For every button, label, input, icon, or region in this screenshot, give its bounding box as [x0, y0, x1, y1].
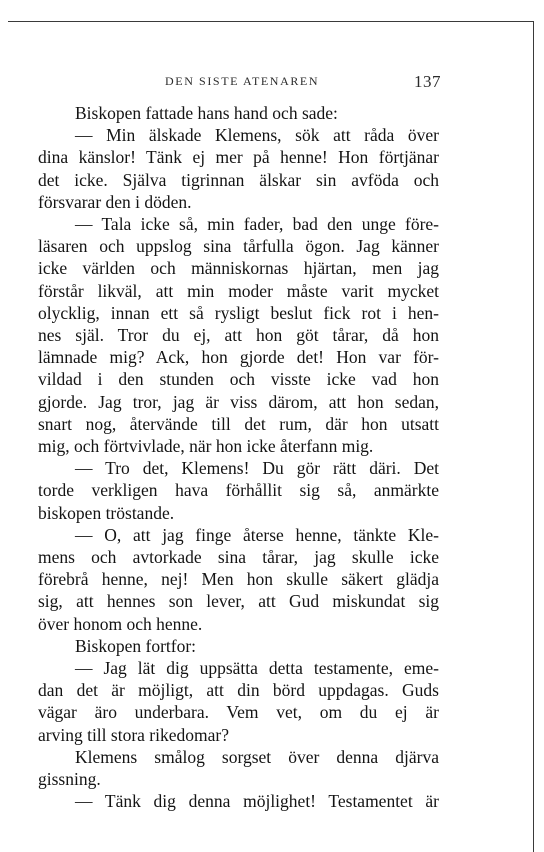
- text-line: nes själ. Tror du ej, att hon göt tårar, då hon: [38, 325, 439, 345]
- text-line: torde verkligen hava förhållit sig så, anmärkte: [38, 480, 439, 501]
- running-head: DEN SISTE ATENAREN: [165, 74, 320, 88]
- text-line: gissning.: [38, 769, 101, 789]
- text-line: dina känslor! Tänk ej mer på henne! Hon förtjänar: [38, 147, 439, 168]
- text-line: mens och avtorkade sina tårar, jag skulle icke: [38, 547, 439, 567]
- text-line: icke världen och människornas hjärtan, men jag: [38, 258, 439, 279]
- text-line: vildad i den stunden och visste icke vad hon: [38, 369, 439, 390]
- text-line: det icke. Själva tigrinnan älskar sin avföda och: [38, 169, 439, 190]
- page-number: 137: [414, 72, 441, 91]
- text-line: — O, att jag finge återse henne, tänkte Kle-: [75, 524, 439, 545]
- text-line: vägar äro underbara. Vem vet, om du ej är: [38, 702, 439, 723]
- text-line: lämnade mig? Ack, hon gjorde det! Hon var för-: [38, 347, 439, 368]
- right-border-line: [533, 21, 534, 852]
- text-line: — Tala icke så, min fader, bad den unge före-: [75, 214, 439, 234]
- text-line: arving till stora rikedomar?: [38, 724, 229, 745]
- text-line: försvarar den i döden.: [38, 191, 192, 212]
- text-line: olycklig, innan ett så rysligt beslut fick rot i hen-: [38, 302, 439, 323]
- text-line: över honom och henne.: [38, 613, 203, 634]
- text-line: snart nog, återvände till det rum, där hon utsatt: [38, 413, 439, 434]
- text-line: förstår likväl, att min moder måste varit mycket: [38, 280, 439, 301]
- text-line: Klemens smålog sorgset över denna djärva: [75, 746, 439, 767]
- text-line: sig, att hennes son lever, att Gud miskundat sig: [38, 591, 439, 612]
- text-line: dan det är möjligt, att din börd uppdagas. Guds: [38, 680, 439, 701]
- text-line: biskopen tröstande.: [38, 502, 175, 523]
- text-line: — Tänk dig denna möjlighet! Testamentet är: [75, 791, 439, 812]
- text-line: gjorde. Jag tror, jag är viss därom, att hon sedan,: [38, 391, 439, 412]
- text-line: Biskopen fattade hans hand och sade:: [75, 103, 338, 123]
- text-line: läsaren och uppslog sina tårfulla ögon. Jag känner: [38, 236, 439, 257]
- text-line: — Tro det, Klemens! Du gör rätt däri. Det: [75, 458, 439, 479]
- text-line: Biskopen fortfor:: [75, 635, 197, 656]
- text-line: mig, och förtvivlade, när hon icke återfann mig.: [38, 436, 374, 456]
- text-line: — Min älskade Klemens, sök att råda över: [75, 125, 439, 146]
- text-line: — Jag lät dig uppsätta detta testamente, eme-: [75, 658, 439, 678]
- top-border-line: [8, 21, 534, 22]
- text-line: förebrå henne, nej! Men hon skulle säkert glädja: [38, 569, 439, 590]
